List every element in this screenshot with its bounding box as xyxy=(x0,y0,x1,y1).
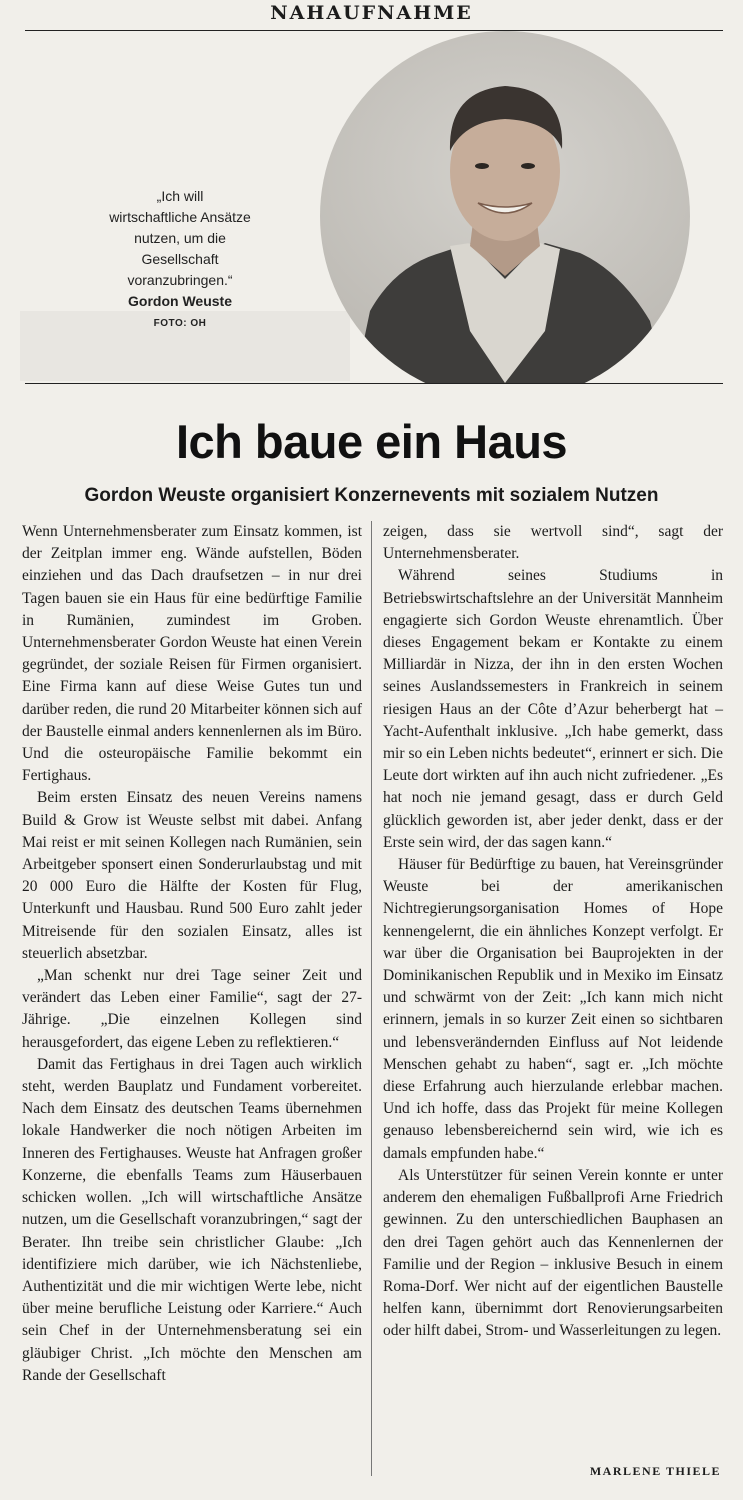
paragraph: „Man schenkt nur drei Tage seiner Zeit und verändert das Leben einer Familie“, sagt der 27-Jährige. „Die einzelnen Kollegen sind herausgefordert, das eigene Leben zu reflektieren.“ xyxy=(22,967,362,1051)
headline: Ich baue ein Haus xyxy=(175,415,568,468)
column-divider xyxy=(371,521,372,1476)
article-column-left xyxy=(22,521,362,1387)
photo-divider xyxy=(25,383,723,384)
paragraph: Häuser für Bedürftige zu bauen, hat Vereinsgründer Weuste bei der amerikanischen Nichtregierungsorganisation Homes of Hope kennengelernt, die ein ähnliches Konzept verfolgt. Er war über die Organisation bei Bauprojekten in der Dominikanischen Republik und in Mexiko im Einsatz und schwärmt von der Zeit: „Ich kann mich nicht erinnern, jemals in so kurzer Zeit einen so sichtbaren und lebensverändernden Einfluss auf Not leidende Menschen gehabt zu haben“, sagt er. „Ich möchte diese Erfahrung auch hierzulande erlebbar machen. Und ich hoffe, dass das Projekt für meine Kollegen genauso lebensbereichernd sein wird, wie ich es damals empfunden habe.“ xyxy=(383,856,723,1162)
eye-right xyxy=(521,163,535,169)
paragraph: zeigen, dass sie wertvoll sind“, sagt der Unternehmensberater. xyxy=(383,523,723,563)
pull-quote-author: Gordon Weuste xyxy=(128,293,232,309)
paragraph: Als Unterstützer für seinen Verein konnte er unter anderem den ehemaligen Fußballprofi Arne Friedrich gewinnen. Zu den unterschiedlichen Bauphasen an den drei Tagen gehört auch das Kennenlernen der Familie und der Region – inklusive Besuch in einem Roma-Dorf. Wer nicht auf der eigentlichen Baustelle helfen kann, übernimmt dort Renovierungsarbeiten oder hilft dabei, Strom- und Wasserleitungen zu legen. xyxy=(383,1166,723,1340)
author-byline: MARLENE THIELE xyxy=(589,1464,721,1478)
section-title: NAHAUFNAHME xyxy=(270,2,473,24)
pull-quote-text: „Ich will wirtschaftliche Ansätze nutzen, um die Gesellschaft voranzubringen.“ xyxy=(109,188,251,288)
pull-quote xyxy=(80,186,280,336)
eye-left xyxy=(475,163,489,169)
portrait-photo-area xyxy=(0,31,743,383)
article-column-right xyxy=(383,521,723,1343)
photo-credit: FOTO: OH xyxy=(153,318,207,329)
paragraph: Damit das Fertighaus in drei Tagen auch wirklich steht, werden Bauplatz und Fundament vorbereitet. Nach dem Einsatz des deutschen Teams übernehmen lokale Handwerker die noch nötigen Arbeiten im Inneren des Fertighauses. Weuste hat Anfragen großer Konzerne, die ebenfalls Teams zum Häuserbauen schicken wollen. „Ich will wirtschaftliche Ansätze nutzen, um die Gesellschaft voranzubringen,“ sagt der Berater. Ihn treibe sein christlicher Glaube: „Ich identifiziere mich darüber, wie ich Nächstenliebe, Authentizität und die mir wichtigen Werte lebe, nicht über meine berufliche Leistung oder Karriere.“ Auch sein Chef in der Unternehmensberatung sei ein gläubiger Christ. „Ich möchte den Menschen am Rande der Gesellschaft xyxy=(22,1055,362,1384)
paragraph: Beim ersten Einsatz des neuen Vereins namens Build & Grow ist Weuste selbst mit dabei. Anfang Mai reist er mit seinen Kollegen nach Rumänien, sein Arbeitgeber sponsert einen Sonderurlaubstag und mit 20 000 Euro die Hälfte der Kosten für Flug, Unterkunft und Hausbau. Rund 500 Euro zahlt jeder Mitreisende für den sozialen Einsatz, alles ist steuerlich absetzbar. xyxy=(22,789,362,962)
paragraph: Wenn Unternehmensberater zum Einsatz kommen, ist der Zeitplan immer eng. Wände aufstellen, Böden einziehen und das Dach draufsetzen – in nur drei Tagen bauen sie ein Haus für eine bedürftige Familie in Rumänien, zumindest im Groben. Unternehmensberater Gordon Weuste hat einen Verein gegründet, der soziale Reisen für Firmen organisiert. Eine Firma kann auf diese Weise Gutes tun und darüber reden, die rund 20 Mitarbeiter können sich auf der Baustelle einmal anders kennenlernen als im Büro. Und die osteuropäische Familie bekommt ein Fertighaus. xyxy=(22,523,362,785)
paragraph: Während seines Studiums in Betriebswirtschaftslehre an der Universität Mannheim engagierte sich Gordon Weuste ehrenamtlich. Über dieses Engagement bekam er Kontakte zu einem Milliardär in Nizza, der ihn in den ersten Wochen seines Auslandssemesters in Frankreich in seinem riesigen Haus an der Côte d’Azur beherbergt hat – Yacht-Aufenthalt inklusive. „Ich habe gemerkt, dass mir so ein Leben nichts bedeutet“, erinnert er sich. Die Leute dort wirkten auf ihn auch nicht zufriedener. „Es hat noch nie jemand gesagt, dass er durch Geld glücklich geworden ist, aber jeder denkt, dass er der Erste sein wird, der das sagen kann.“ xyxy=(383,567,723,851)
subheadline: Gordon Weuste organisiert Konzernevents mit sozialem Nutzen xyxy=(84,485,659,506)
